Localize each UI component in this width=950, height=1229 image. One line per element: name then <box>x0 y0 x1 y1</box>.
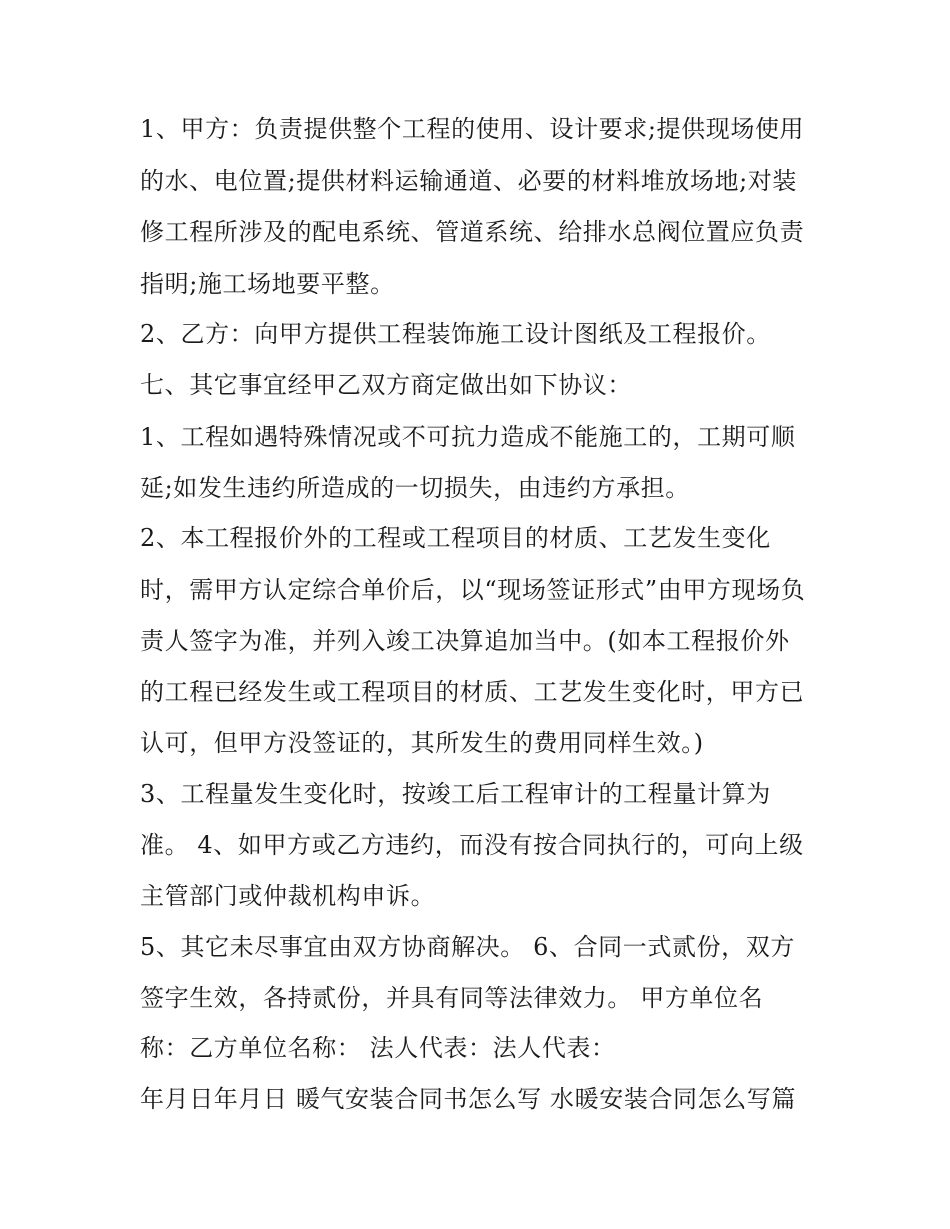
text-line: 认可，但甲方没签证的，其所发生的费用同样生效。) <box>140 729 704 757</box>
text-line: 年月日年月日 暖气安装合同书怎么写 水暖安装合同怎么写篇 <box>140 1085 797 1113</box>
text-line: 1、甲方：负责提供整个工程的使用、设计要求;提供现场使用 <box>140 115 805 143</box>
section-heading: 七、其它事宜经甲乙双方商定做出如下协议： <box>140 371 632 399</box>
text-line: 主管部门或仲裁机构申诉。 <box>140 882 436 910</box>
text-line: 2、乙方：向甲方提供工程装饰施工设计图纸及工程报价。 <box>140 320 771 348</box>
text-line: 指明;施工场地要平整。 <box>140 270 395 298</box>
text-line: 称：乙方单位名称： 法人代表：法人代表： <box>140 1034 616 1062</box>
text-line: 延;如发生违约所造成的一切损失，由违约方承担。 <box>140 474 690 502</box>
text-line: 的工程已经发生或工程项目的材质、工艺发生变化时，甲方已 <box>140 678 805 706</box>
text-line: 1、工程如遇特殊情况或不可抗力造成不能施工的，工期可顺 <box>140 423 796 451</box>
text-line: 时，需甲方认定综合单价后，以“现场签证形式”由甲方现场负 <box>140 576 806 604</box>
text-line: 5、其它未尽事宜由双方协商解决。 6、合同一式贰份，双方 <box>140 933 795 961</box>
text-line: 签字生效，各持贰份，并具有同等法律效力。 甲方单位名 <box>140 984 764 1012</box>
text-line: 责人签字为准，并列入竣工决算追加当中。(如本工程报价外 <box>140 627 790 655</box>
text-line: 修工程所涉及的配电系统、管道系统、给排水总阀位置应负责 <box>140 218 805 246</box>
text-line: 准。 4、如甲方或乙方违约，而没有按合同执行的，可向上级 <box>140 831 804 859</box>
text-line: 的水、电位置;提供材料运输通道、必要的材料堆放场地;对装 <box>140 167 797 195</box>
text-line: 2、本工程报价外的工程或工程项目的材质、工艺发生变化 <box>140 524 771 552</box>
text-line: 3、工程量发生变化时，按竣工后工程审计的工程量计算为 <box>140 780 771 808</box>
